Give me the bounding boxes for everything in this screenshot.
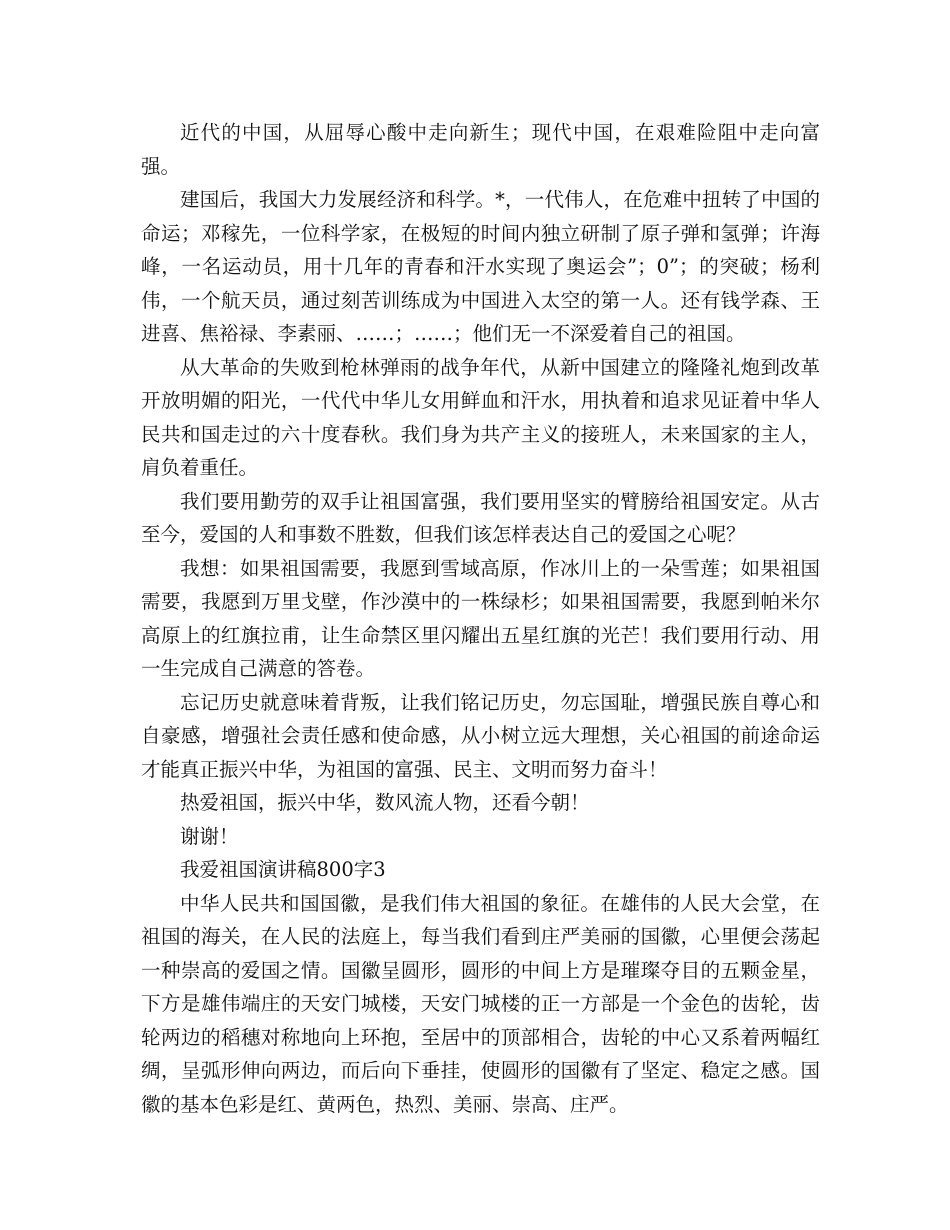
paragraph-8: 谢谢！ xyxy=(180,824,239,848)
paragraph-9: 中华人民共和国国徽，是我们伟大祖国的象征。在雄伟的人民大会堂，在祖国的海关，在人民的法庭上，每当我们看到庄严美丽的国徽，心里便会荡起一种崇高的爱国之情。国徽呈圆形，圆形的中间上方是璀璨夺目的五颗金星，下方是雄伟端庄的天安门城楼，天安门城楼的正一方部是一个金色的齿轮，齿轮两边的稻穗对称地向上环抱，至居中的顶部相合，齿轮的中心又系着两幅红绸，呈弧形伸向两边，而后向下垂挂，使圆形的国徽有了坚定、稳定之感。国徽的基本色彩是红、黄两色，热烈、美丽、崇高、庄严。 xyxy=(141,891,820,1116)
paragraph-2: 建国后，我国大力发展经济和科学。*，一代伟人，在危难中扭转了中国的命运；邓稼先，一位科学家，在极短的时间内独立研制了原子弹和氢弹；许海峰，一名运动员，用十几年的青春和汗水实现了奥运会”；0”；的突破；杨利伟，一个航天员，通过刻苦训练成为中国进入太空的第一人。还有钱学森、王进喜、焦裕禄、李素丽、……；……；他们无一不深爱着自己的祖国。 xyxy=(141,188,820,345)
paragraph-1: 近代的中国，从屈辱心酸中走向新生；现代中国，在艰难险阻中走向富强。 xyxy=(141,121,820,178)
paragraph-4: 我们要用勤劳的双手让祖国富强，我们要用坚实的臂膀给祖国安定。从古至今，爱国的人和事数不胜数，但我们该怎样表达自己的爱国之心呢？ xyxy=(141,489,820,546)
section-heading: 我爱祖国演讲稿800字3 xyxy=(180,858,386,881)
paragraph-5: 我想：如果祖国需要，我愿到雪域高原，作冰川上的一朵雪莲；如果祖国需要，我愿到万里戈壁，作沙漠中的一株绿杉；如果祖国需要，我愿到帕米尔高原上的红旗拉甫，让生命禁区里闪耀出五星红旗的光芒！我们要用行动、用一生完成自己满意的答卷。 xyxy=(141,556,820,680)
paragraph-6: 忘记历史就意味着背叛，让我们铭记历史，勿忘国耻，增强民族自尊心和自豪感，增强社会责任感和使命感，从小树立远大理想，关心祖国的前途命运才能真正振兴中华，为祖国的富强、民主、文明而努力奋斗！ xyxy=(141,690,820,781)
paragraph-7: 热爱祖国，振兴中华，数风流人物，还看今朝！ xyxy=(180,791,590,814)
paragraph-3: 从大革命的失败到枪林弹雨的战争年代，从新中国建立的隆隆礼炮到改革开放明媚的阳光，一代代中华儿女用鲜血和汗水，用执着和追求见证着中华人民共和国走过的六十度春秋。我们身为共产主义的接班人，未来国家的主人，肩负着重任。 xyxy=(141,355,820,479)
